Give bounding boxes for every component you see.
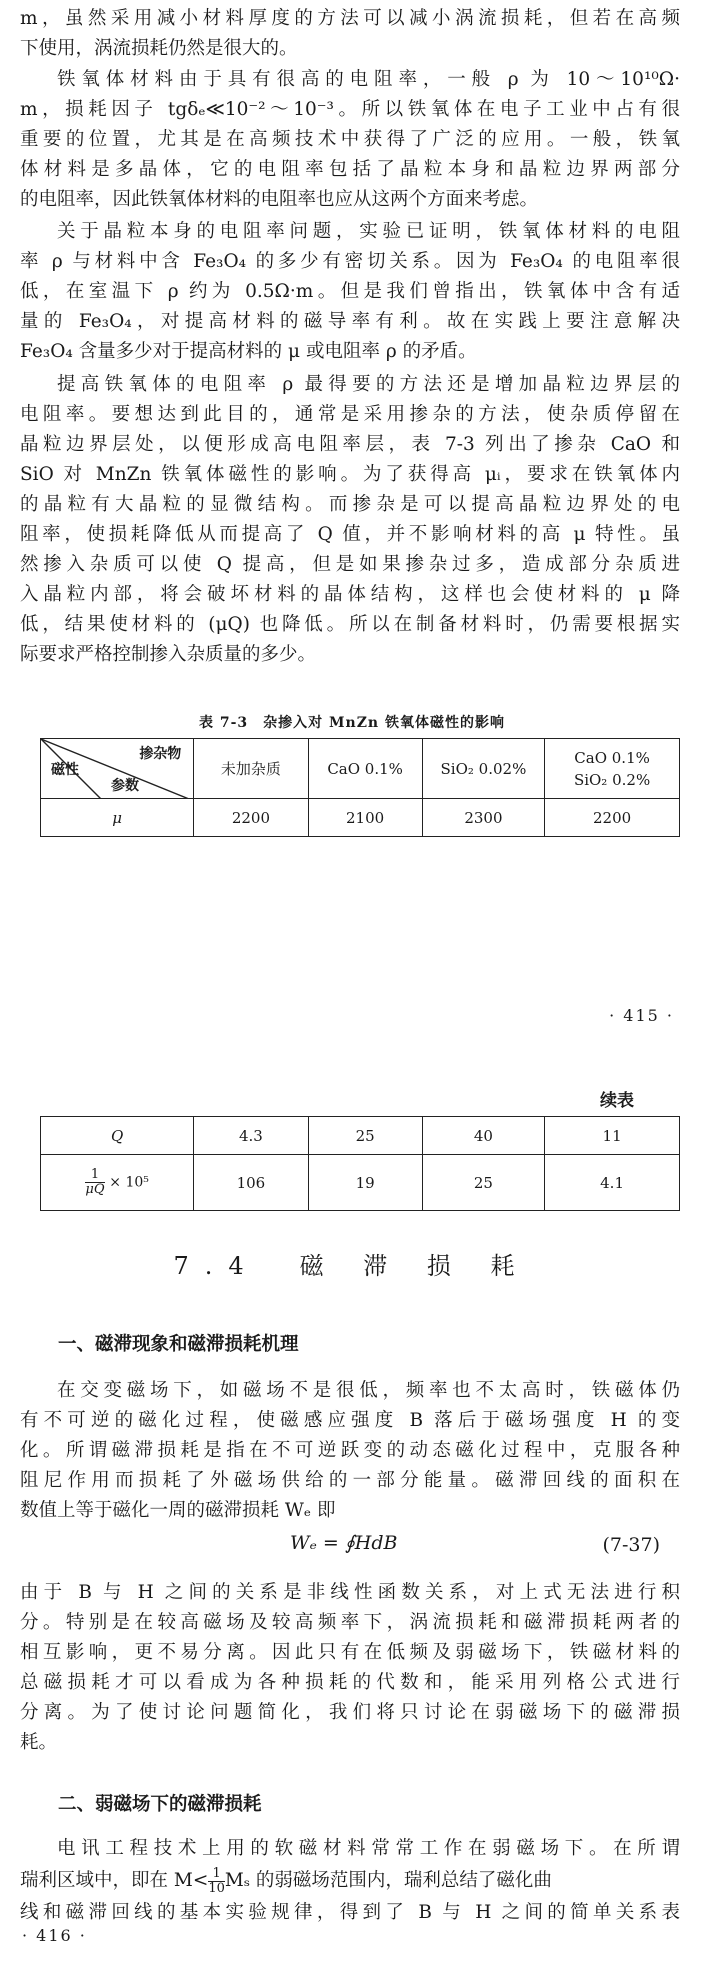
page-416 bbox=[0, 1050, 704, 1969]
paragraph-3 bbox=[20, 217, 680, 367]
row-label: Q bbox=[41, 1117, 194, 1155]
fraction bbox=[85, 1168, 104, 1197]
table-cell: 2100 bbox=[308, 799, 422, 837]
text-line: m，虽然采用减小材料厚度的方法可以减小涡流损耗，但若在高频 bbox=[20, 8, 680, 29]
continued-label: 续表 bbox=[600, 1091, 634, 1111]
table-cell: 25 bbox=[422, 1155, 544, 1211]
text-line: m，损耗因子 tgδₑ≪10⁻²～10⁻³。所以铁氧体在电子工业中占有很 bbox=[20, 99, 680, 120]
text-line: 线和磁滞回线的基本实验规律，得到了 B 与 H 之间的简单关系表 bbox=[20, 1902, 680, 1923]
page-number: · 415 · bbox=[609, 1006, 674, 1025]
text-line: 关于晶粒本身的电阻率问题，实验已证明，铁氧体材料的电阻 bbox=[57, 221, 680, 242]
text-line: SiO 对 MnZn 铁氧体磁性的影响。为了获得高 μᵢ，要求在铁氧体内 bbox=[20, 464, 680, 485]
corner-top-label: 掺杂物 bbox=[139, 746, 182, 762]
text-line: 阻尼作用而损耗了外磁场供给的一部分能量。磁滞回线的面积在 bbox=[20, 1470, 680, 1491]
table-cell: 11 bbox=[545, 1117, 680, 1155]
paragraph-1 bbox=[20, 4, 680, 64]
table-caption: 表 7-3 杂掺入对 MnZn 铁氧体磁性的影响 bbox=[199, 715, 505, 731]
text-line: 电讯工程技术上用的软磁材料常常工作在弱磁场下。在所谓 bbox=[57, 1838, 680, 1859]
text-line: 的晶粒有大晶粒的显微结构。而掺杂是可以提高晶粒边界处的电 bbox=[20, 494, 680, 515]
text-line: 由于 B 与 H 之间的关系是非线性函数关系，对上式无法进行积 bbox=[20, 1582, 680, 1603]
table-cell: 4.3 bbox=[194, 1117, 308, 1155]
table-cell: 19 bbox=[308, 1155, 422, 1211]
table-row bbox=[41, 1155, 680, 1211]
text-line: 分离。为了使讨论问题简化，我们将只讨论在弱磁场下的磁滞损 bbox=[20, 1702, 680, 1723]
corner-bottom-label: 参数 bbox=[111, 778, 139, 794]
text-line bbox=[20, 1864, 680, 1898]
corner-left-label: 磁性 bbox=[51, 762, 79, 778]
table-corner-cell bbox=[41, 739, 194, 799]
fraction bbox=[208, 1867, 225, 1896]
text-line: 低，结果使材料的 (μQ) 也降低。所以在制备材料时，仍需要根据实 bbox=[20, 614, 680, 635]
text-line: 然掺入杂质可以使 Q 提高，但是如果掺杂过多，造成部分杂质进 bbox=[20, 554, 680, 575]
text-line: 下使用，涡流损耗仍然是很大的。 bbox=[20, 38, 298, 59]
text-fragment: Mₛ 的弱磁场范围内，瑞利总结了磁化曲 bbox=[224, 1870, 552, 1891]
text-line: 重要的位置，尤其是在高频技术中获得了广泛的应用。一般，铁氧 bbox=[20, 129, 680, 150]
subheading: 一、磁滞现象和磁滞损耗机理 bbox=[58, 1334, 299, 1355]
table-row bbox=[41, 799, 680, 837]
text-line: 入晶粒内部，将会破坏材料的晶体结构，这样也会使材料的 μ 降 bbox=[20, 584, 680, 605]
paragraph-hysteresis-intro bbox=[20, 1376, 680, 1526]
text-line: 在交变磁场下，如磁场不是很低，频率也不太高时，铁磁体仍 bbox=[57, 1380, 680, 1401]
row-label bbox=[41, 1155, 194, 1211]
subheading: 二、弱磁场下的磁滞损耗 bbox=[58, 1794, 262, 1815]
text-line: 电阻率。要想达到此目的，通常是采用掺杂的方法，使杂质停留在 bbox=[20, 404, 680, 425]
text-line: 际要求严格控制掺入杂质量的多少。 bbox=[20, 644, 317, 665]
text-line: 总磁损耗才可以看成为各种损耗的代数和，能采用列格公式进行 bbox=[20, 1672, 680, 1693]
column-header: 未加杂质 bbox=[194, 739, 308, 799]
column-header-line: SiO₂ 0.2% bbox=[573, 770, 651, 789]
text-line: 化。所谓磁滞损耗是指在不可逆跃变的动态磁化过程中，克服各种 bbox=[20, 1440, 680, 1461]
text-line: 相互影响，更不易分离。因此只有在低频及弱磁场下，铁磁材料的 bbox=[20, 1642, 680, 1663]
column-header: CaO 0.1% bbox=[308, 739, 422, 799]
table-cell: 2200 bbox=[194, 799, 308, 837]
row-label: μ bbox=[41, 799, 194, 837]
text-line: 有不可逆的磁化过程，使磁感应强度 B 落后于磁场强度 H 的变 bbox=[20, 1410, 680, 1431]
formula-7-37 bbox=[20, 1528, 680, 1568]
page-number: · 416 · bbox=[22, 1926, 87, 1945]
section-title: 7.4 磁 滞 损 耗 bbox=[173, 1252, 531, 1280]
fraction-numerator: 1 bbox=[212, 1865, 221, 1881]
text-line: 晶粒边界层处，以便形成高电阻率层，表 7-3 列出了掺杂 CaO 和 bbox=[20, 434, 680, 455]
table-cell: 4.1 bbox=[545, 1155, 680, 1211]
text-line: 阻率，使损耗降低从而提高了 Q 值，并不影响材料的高 μ 特性。虽 bbox=[20, 524, 680, 545]
text-line: 的电阻率，因此铁氧体材料的电阻率也应从这两个方面来考虑。 bbox=[20, 189, 539, 210]
fraction-denominator: 10 bbox=[208, 1880, 225, 1896]
text-fragment: 瑞利区域中，即在 M< bbox=[20, 1870, 209, 1891]
data-table-continued bbox=[40, 1116, 680, 1211]
paragraph-2 bbox=[20, 65, 680, 215]
column-header-combined bbox=[545, 739, 680, 799]
column-header-line: CaO 0.1% bbox=[574, 748, 650, 767]
data-table-7-3 bbox=[40, 738, 680, 837]
text-line: 铁氧体材料由于具有很高的电阻率，一般 ρ 为 10～10¹⁰Ω· bbox=[57, 69, 680, 90]
table-cell: 2300 bbox=[422, 799, 544, 837]
paragraph-rayleigh bbox=[20, 1834, 680, 1928]
text-line: 分。特别是在较高磁场及较高频率下，涡流损耗和磁滞损耗两者的 bbox=[20, 1612, 680, 1633]
table-cell: 2200 bbox=[545, 799, 680, 837]
fraction-numerator: 1 bbox=[90, 1167, 100, 1182]
table-row bbox=[41, 1117, 680, 1155]
table-cell: 40 bbox=[422, 1117, 544, 1155]
formula-number: (7-37) bbox=[602, 1534, 660, 1556]
text-line: 耗。 bbox=[20, 1732, 58, 1753]
fraction-denominator: μQ bbox=[85, 1182, 105, 1197]
formula-expression: Wₑ = ∮HdB bbox=[290, 1532, 398, 1554]
table-cell: 25 bbox=[308, 1117, 422, 1155]
text-line: 提高铁氧体的电阻率 ρ 最得要的方法还是增加晶粒边界层的 bbox=[57, 374, 680, 395]
paragraph-4 bbox=[20, 370, 680, 670]
text-line: 量的 Fe₃O₄，对提高材料的磁导率有利。故在实践上要注意解决 bbox=[20, 311, 680, 332]
row-label-suffix: × 10⁵ bbox=[109, 1174, 149, 1191]
text-line: 低，在室温下 ρ 约为 0.5Ω·m。但是我们曾指出，铁氧体中含有适 bbox=[20, 281, 680, 302]
text-line: 数值上等于磁化一周的磁滞损耗 Wₑ 即 bbox=[20, 1500, 336, 1521]
text-line: 体材料是多晶体，它的电阻率包括了晶粒本身和晶粒边界两部分 bbox=[20, 159, 680, 180]
paragraph-nonlinear bbox=[20, 1578, 680, 1758]
text-line: 率 ρ 与材料中含 Fe₃O₄ 的多少有密切关系。因为 Fe₃O₄ 的电阻率很 bbox=[20, 251, 680, 272]
column-header: SiO₂ 0.02% bbox=[422, 739, 544, 799]
text-line: Fe₃O₄ 含量多少对于提高材料的 μ 或电阻率 ρ 的矛盾。 bbox=[20, 341, 477, 362]
table-cell: 106 bbox=[194, 1155, 308, 1211]
